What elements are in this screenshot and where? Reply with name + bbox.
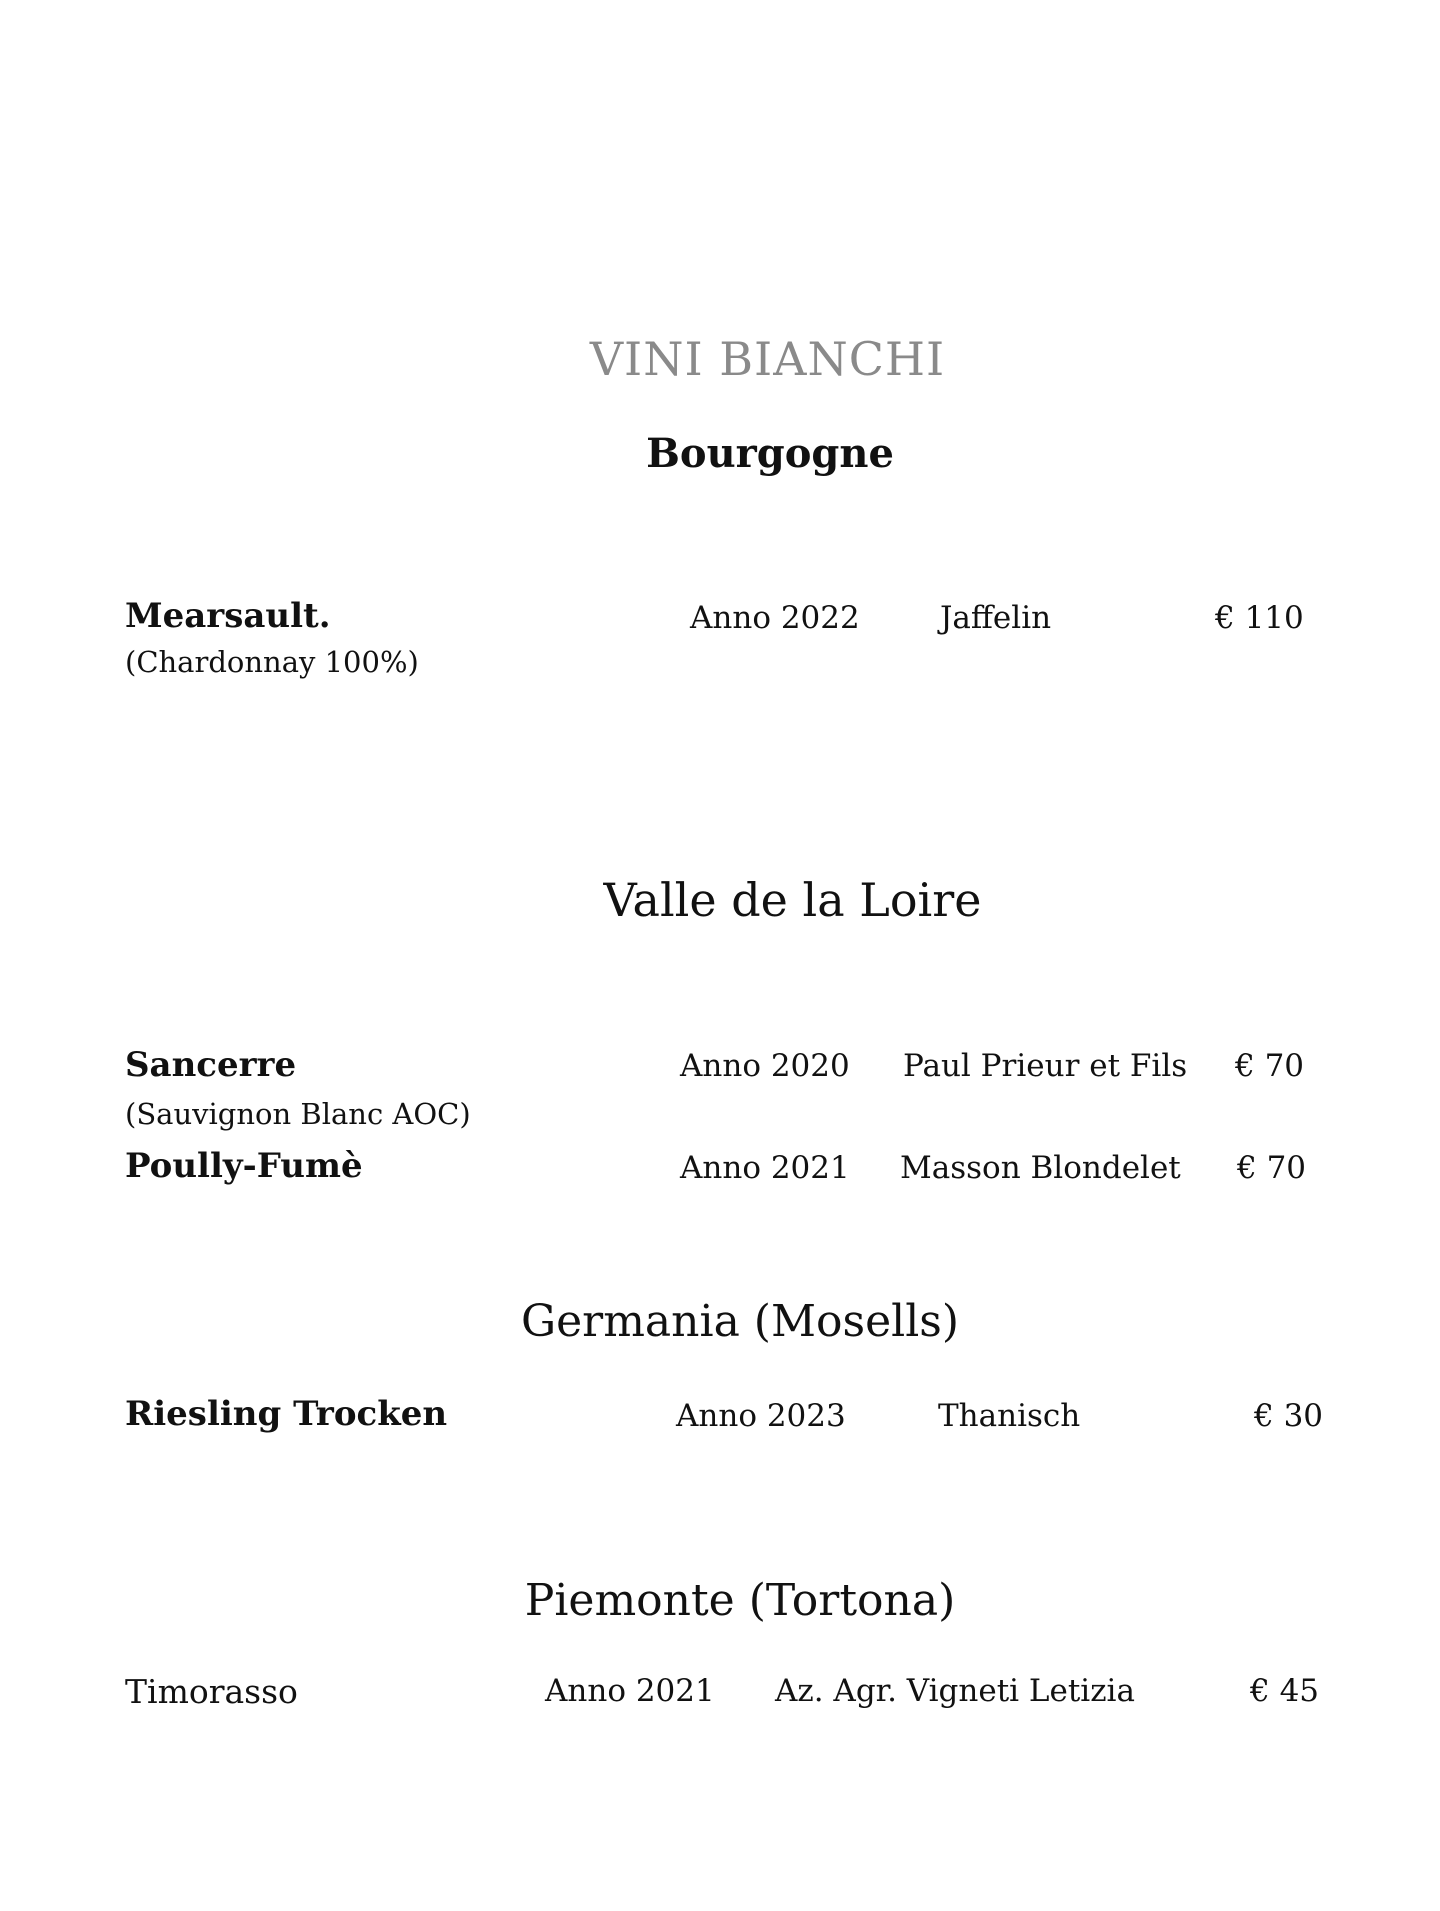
wine-name: Sancerre	[125, 1045, 297, 1085]
wine-producer: Jaffelin	[940, 600, 1052, 636]
wine-grape: (Sauvignon Blanc AOC)	[125, 1097, 471, 1131]
section-title-bourgogne: Bourgogne	[646, 430, 894, 477]
wine-year: Anno 2020	[680, 1048, 850, 1084]
section-title-germania: Germania (Mosells)	[520, 1296, 960, 1347]
wine-grape: (Chardonnay 100%)	[125, 645, 419, 679]
page-title: VINI BIANCHI	[589, 332, 946, 386]
wine-producer: Thanisch	[938, 1398, 1081, 1434]
wine-year: Anno 2021	[680, 1150, 850, 1186]
wine-price: € 70	[1237, 1150, 1307, 1186]
section-title-piemonte: Piemonte (Tortona)	[524, 1575, 956, 1626]
wine-year: Anno 2023	[676, 1398, 846, 1434]
wine-producer: Masson Blondelet	[900, 1150, 1181, 1186]
wine-name: Mearsault.	[125, 596, 331, 636]
wine-name: Poully-Fumè	[125, 1146, 363, 1186]
wine-name: Riesling Trocken	[125, 1394, 448, 1434]
wine-name: Timorasso	[125, 1672, 298, 1711]
wine-producer: Paul Prieur et Fils	[903, 1048, 1188, 1084]
wine-year: Anno 2021	[545, 1673, 715, 1709]
wine-price: € 30	[1254, 1398, 1324, 1434]
section-title-loire: Valle de la Loire	[603, 873, 982, 927]
wine-price: € 110	[1215, 600, 1304, 636]
wine-year: Anno 2022	[690, 600, 860, 636]
wine-producer: Az. Agr. Vigneti Letizia	[775, 1673, 1135, 1709]
wine-price: € 70	[1235, 1048, 1305, 1084]
wine-price: € 45	[1250, 1673, 1320, 1709]
